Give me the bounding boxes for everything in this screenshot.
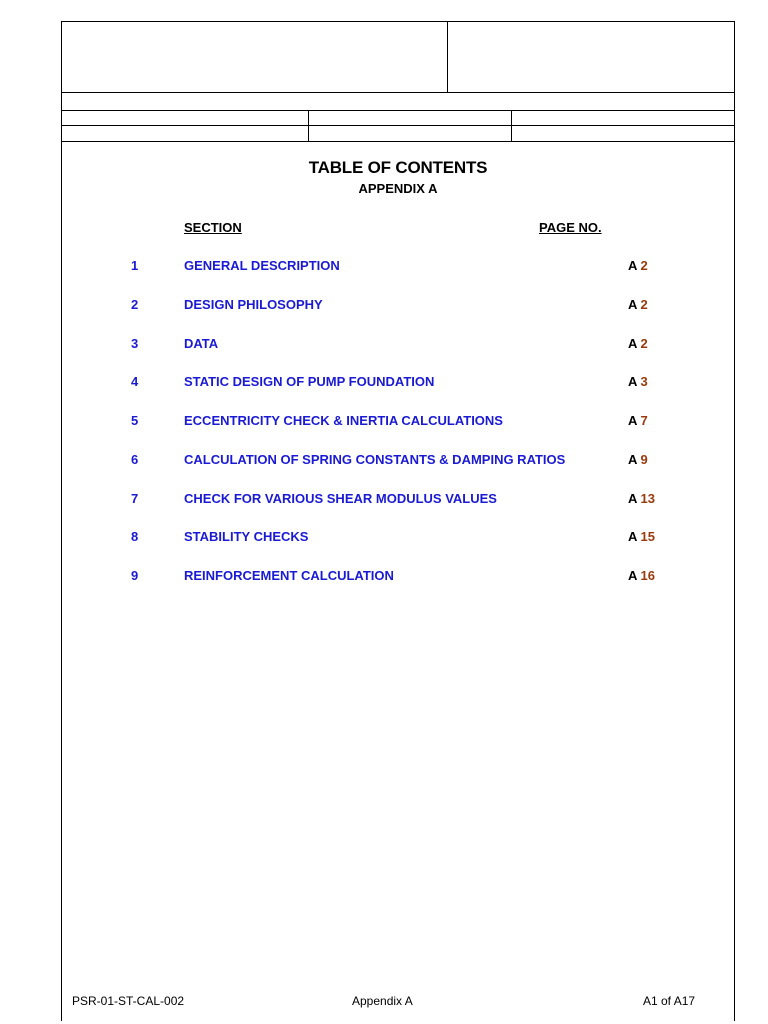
- toc-entry-number: 7: [131, 491, 139, 506]
- header-cell-divider-2: [511, 110, 512, 141]
- toc-entry[interactable]: [0, 336, 768, 354]
- toc-entry-title[interactable]: DATA: [184, 336, 219, 351]
- toc-page-number: 13: [640, 491, 655, 506]
- toc-entry-page: [628, 297, 648, 312]
- toc-entry-title[interactable]: CHECK FOR VARIOUS SHEAR MODULUS VALUES: [184, 491, 497, 506]
- toc-entry-title[interactable]: ECCENTRICITY CHECK & INERTIA CALCULATIONS: [184, 413, 503, 428]
- toc-entry-page: [628, 568, 655, 583]
- footer-section: Appendix A: [352, 994, 413, 1008]
- toc-page-number: 7: [640, 413, 648, 428]
- header-line-3: [61, 125, 735, 126]
- toc-entry-page: [628, 258, 648, 273]
- header-line-2: [61, 110, 735, 111]
- toc-entry-page: [628, 529, 655, 544]
- toc-entry-number: 2: [131, 297, 139, 312]
- toc-page-prefix: A: [628, 491, 637, 506]
- header-cell-divider-1: [308, 110, 309, 141]
- toc-page-prefix: A: [628, 529, 637, 544]
- toc-page-number: 9: [640, 452, 648, 467]
- toc-entry-title[interactable]: REINFORCEMENT CALCULATION: [184, 568, 394, 583]
- toc-entry-page: [628, 413, 648, 428]
- toc-page-prefix: A: [628, 568, 637, 583]
- header-line-1: [61, 92, 735, 93]
- toc-entry[interactable]: [0, 297, 768, 315]
- toc-page-prefix: A: [628, 413, 637, 428]
- toc-entry-title[interactable]: STABILITY CHECKS: [184, 529, 309, 544]
- toc-page-number: 3: [640, 374, 648, 389]
- toc-entry[interactable]: [0, 413, 768, 431]
- toc-entry-number: 1: [131, 258, 139, 273]
- toc-page-number: 2: [640, 258, 648, 273]
- toc-page-prefix: A: [628, 452, 637, 467]
- toc-entry[interactable]: [0, 491, 768, 509]
- toc-entry[interactable]: [0, 452, 768, 470]
- footer-document-number: PSR-01-ST-CAL-002: [72, 994, 185, 1008]
- page-number-column-header: PAGE NO.: [539, 220, 602, 235]
- toc-entry-number: 4: [131, 374, 139, 389]
- toc-page-prefix: A: [628, 374, 637, 389]
- toc-page-number: 2: [640, 336, 648, 351]
- toc-entry[interactable]: [0, 529, 768, 547]
- toc-entry-number: 9: [131, 568, 139, 583]
- page-title: TABLE OF CONTENTS: [308, 158, 488, 177]
- toc-page-number: 15: [640, 529, 655, 544]
- toc-entry-title[interactable]: CALCULATION OF SPRING CONSTANTS & DAMPING RATIOS: [184, 452, 566, 467]
- toc-entry-number: 3: [131, 336, 139, 351]
- toc-entry-page: [628, 491, 655, 506]
- section-column-header: SECTION: [184, 220, 242, 235]
- toc-entry-page: [628, 374, 648, 389]
- toc-entry-title[interactable]: DESIGN PHILOSOPHY: [184, 297, 323, 312]
- header-divider: [447, 21, 448, 92]
- toc-page-prefix: A: [628, 258, 637, 273]
- toc-entry-number: 6: [131, 452, 139, 467]
- toc-entry[interactable]: [0, 258, 768, 276]
- header-line-4: [61, 141, 735, 142]
- toc-entry-number: 5: [131, 413, 139, 428]
- toc-entry[interactable]: [0, 374, 768, 392]
- toc-entry-title[interactable]: GENERAL DESCRIPTION: [184, 258, 340, 273]
- toc-page-number: 16: [640, 568, 655, 583]
- toc-entry-page: [628, 452, 648, 467]
- footer-page-count: A1 of A17: [643, 994, 696, 1008]
- toc-entry[interactable]: [0, 568, 768, 586]
- toc-entry-number: 8: [131, 529, 139, 544]
- toc-page-prefix: A: [628, 297, 637, 312]
- toc-entry-page: [628, 336, 648, 351]
- toc-page-number: 2: [640, 297, 648, 312]
- toc-page-prefix: A: [628, 336, 637, 351]
- appendix-subtitle: APPENDIX A: [358, 181, 438, 196]
- toc-entry-title[interactable]: STATIC DESIGN OF PUMP FOUNDATION: [184, 374, 435, 389]
